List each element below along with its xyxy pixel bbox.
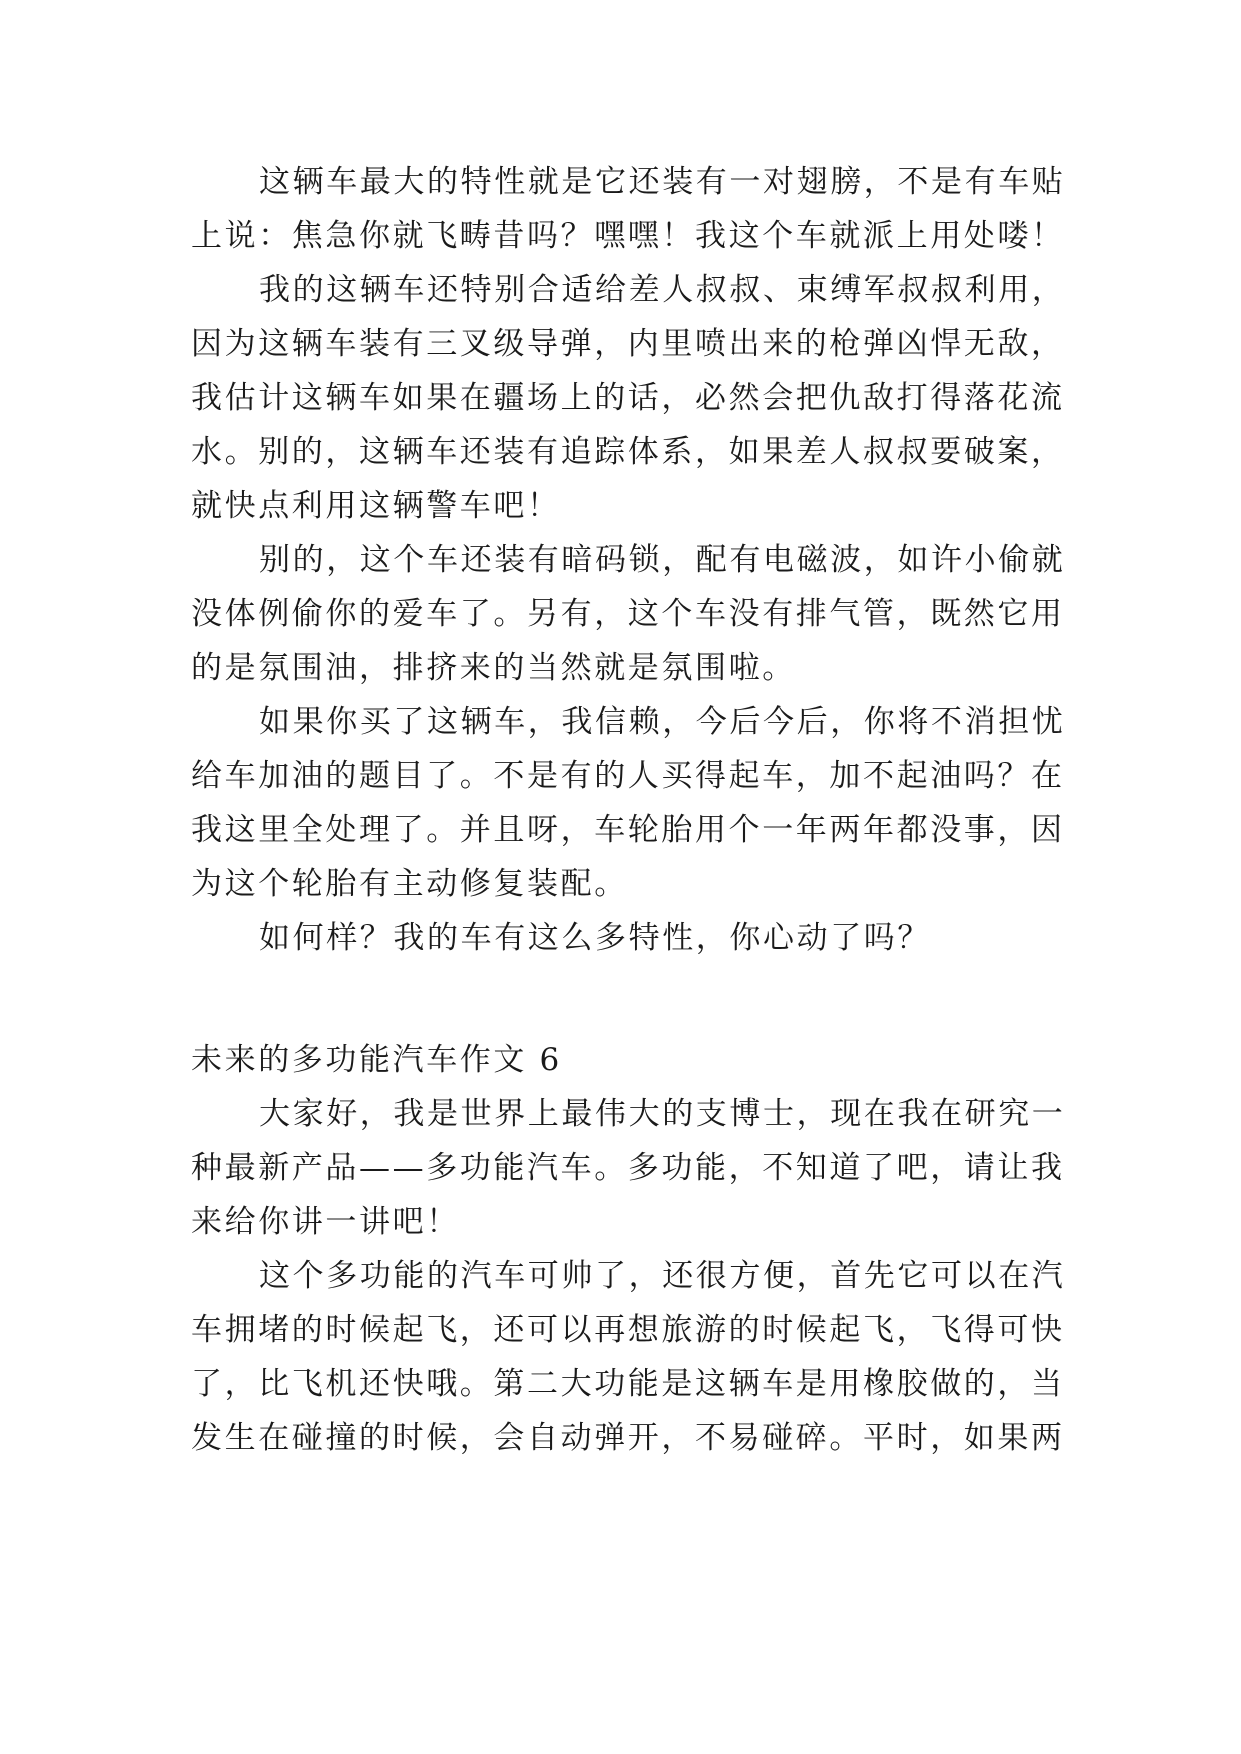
section-title: 未来的多功能汽车作文 6 [191, 1042, 562, 1078]
text-line: 别的，这个车还装有暗码锁，配有电磁波，如许小偷就 [259, 542, 1066, 578]
paragraph [191, 911, 1061, 965]
text-line: 种最新产品——多功能汽车。多功能，不知道了吧，请让我 [191, 1150, 1065, 1186]
paragraph [191, 533, 1066, 695]
text-line: 发生在碰撞的时候，会自动弹开，不易碰碎。平时，如果两 [191, 1420, 1065, 1456]
text-line: 了，比飞机还快哦。第二大功能是这辆车是用橡胶做的，当 [191, 1366, 1065, 1402]
paragraph [191, 1087, 1066, 1249]
paragraph [191, 155, 1066, 263]
text-line: 上说：焦急你就飞畴昔吗？嘿嘿！我这个车就派上用处喽！ [191, 218, 1065, 254]
text-line: 如果你买了这辆车，我信赖，今后今后，你将不消担忧 [259, 704, 1066, 740]
text-line: 的是氛围油，排挤来的当然就是氛围啦。 [191, 650, 796, 686]
text-line: 水。别的，这辆车还装有追踪体系，如果差人叔叔要破案， [191, 434, 1065, 470]
paragraph [191, 263, 1066, 533]
text-line: 因为这辆车装有三叉级导弹，内里喷出来的枪弹凶悍无敌， [191, 326, 1065, 362]
paragraph [191, 1249, 1066, 1465]
text-line: 我估计这辆车如果在疆场上的话，必然会把仇敌打得落花流 [191, 380, 1065, 416]
text-line: 来给你讲一讲吧！ [191, 1204, 460, 1240]
text-line: 这辆车最大的特性就是它还装有一对翅膀，不是有车贴 [259, 164, 1066, 200]
text-line: 我这里全处理了。并且呀，车轮胎用个一年两年都没事，因 [191, 812, 1065, 848]
text-line: 给车加油的题目了。不是有的人买得起车，加不起油吗？在 [191, 758, 1065, 794]
text-line: 这个多功能的汽车可帅了，还很方便，首先它可以在汽 [259, 1258, 1066, 1294]
paragraph [191, 695, 1066, 911]
text-line: 为这个轮胎有主动修复装配。 [191, 866, 628, 902]
text-line: 如何样？我的车有这么多特性，你心动了吗？ [259, 920, 931, 956]
text-line: 我的这辆车还特别合适给差人叔叔、束缚军叔叔利用， [259, 272, 1066, 308]
document-body [191, 155, 1066, 1465]
text-line: 车拥堵的时候起飞，还可以再想旅游的时候起飞，飞得可快 [191, 1312, 1065, 1348]
text-line: 就快点利用这辆警车吧！ [191, 488, 561, 524]
text-line: 没体例偷你的爱车了。另有，这个车没有排气管，既然它用 [191, 596, 1065, 632]
text-line: 大家好，我是世界上最伟大的支博士，现在我在研究一 [259, 1096, 1066, 1132]
